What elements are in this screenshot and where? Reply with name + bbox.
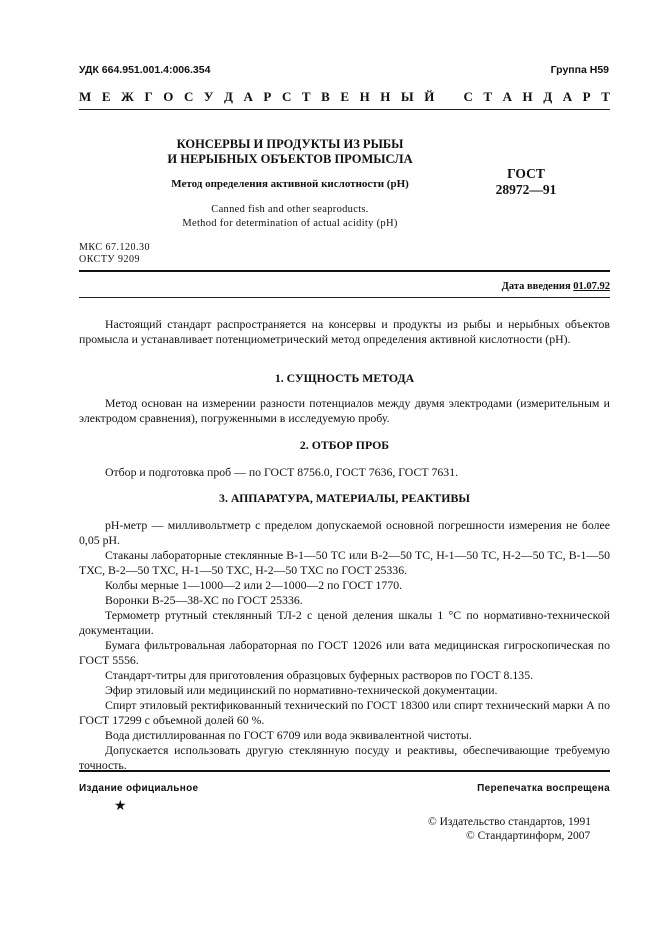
banner-letter: А — [562, 89, 573, 104]
date-rule — [79, 297, 610, 298]
effective-date — [502, 281, 610, 292]
title-line-2: И НЕРЫБНЫХ ОБЪЕКТОВ ПРОМЫСЛА — [167, 152, 413, 166]
banner-letter: Й — [424, 89, 435, 104]
footer-rule — [79, 770, 610, 772]
section-2-heading: 2. ОТБОР ПРОБ — [299, 438, 390, 452]
effective-date-value: 01.07.92 — [573, 281, 610, 292]
banner-letter: Т — [601, 89, 610, 104]
banner-letter: А — [243, 89, 253, 104]
effective-date-label: Дата введения — [501, 281, 571, 292]
list-item: Эфир этиловый или медицинский по нормативно-технической документации. — [105, 683, 498, 697]
section-2-body: Отбор и подготовка проб — по ГОСТ 8756.0, ГОСТ 7636, ГОСТ 7631. — [105, 465, 459, 479]
list-item: Термометр ртутный стеклянный ТЛ-2 с ценой деления шкалы 1 °С по нормативно-технической документации. — [79, 608, 610, 637]
banner-letter: Н — [380, 89, 391, 104]
banner-letter: Н — [522, 89, 533, 104]
mks-code: МКС 67.120.30 — [79, 242, 150, 253]
list-item: Стандарт-титры для приготовления образцовых буферных растворов по ГОСТ 8.135. — [105, 668, 534, 682]
title-line-1: КОНСЕРВЫ И ПРОДУКТЫ ИЗ РЫБЫ — [176, 137, 404, 151]
banner-letter: С — [281, 89, 292, 104]
banner-letter: Н — [359, 89, 370, 104]
banner-letter: Р — [263, 89, 272, 104]
banner-letter: С — [463, 89, 473, 104]
list-item: рН-метр — милливольтметр с пределом допускаемой основной погрешности измерения не более 0,05 рН. — [79, 518, 610, 547]
list-item: Воронки В-25—38-ХС по ГОСТ 25336. — [105, 593, 303, 607]
intro-paragraph: Настоящий стандарт распространяется на консервы и продукты из рыбы и нерыбных объектов промысла и устанавливает потенциометрический метод определения активной кислотности (рН). — [79, 317, 610, 346]
banner-letter: Г — [144, 89, 153, 104]
list-item: Колбы мерные 1—1000—2 или 2—1000—2 по ГОСТ 1770. — [105, 578, 403, 592]
list-item: Допускается использовать другую стеклянную посуду и реактивы, обеспечивающие требуемую точность. — [79, 743, 610, 772]
gost-label: ГОСТ — [507, 166, 545, 181]
banner-letter: Д — [543, 89, 553, 104]
banner-letter: С — [183, 89, 194, 104]
gost-number: 28972—91 — [495, 182, 557, 197]
list-item: Стаканы лабораторные стеклянные В-1—50 ТС или В-2—50 ТС, Н-1—50 ТС, Н-2—50 ТС, В-1—50 ТХС, В-2—50 ТХС, Н-1—50 ТХС, Н-2—50 ТХС по ГОСТ 25336. — [79, 548, 610, 577]
reprint-prohibited-label: Перепечатка воспрещена — [477, 783, 610, 794]
banner-letter: А — [502, 89, 512, 104]
official-edition-label: Издание официальное — [79, 783, 199, 794]
star-icon: ★ — [114, 799, 127, 814]
list-item: Вода дистиллированная по ГОСТ 6709 или вода эквивалентной чистоты. — [105, 728, 472, 742]
section-1-body: Метод основан на измерении разности потенциалов между двумя электродами (измерительным и электродом сравнения), погруженными в исследуемую пробу. — [79, 396, 610, 425]
banner-letter: О — [163, 89, 174, 104]
list-item: Спирт этиловый ректификованный технический по ГОСТ 18300 или спирт технический марки А по ГОСТ 17299 с объемной долей 60 %. — [79, 698, 610, 727]
banner-letter — [445, 89, 453, 105]
section-3-body — [79, 518, 610, 773]
okstu-code: ОКСТУ 9209 — [79, 254, 141, 265]
banner-letter: Ы — [400, 89, 414, 104]
banner-letter: В — [321, 89, 330, 104]
banner-letter: Р — [582, 89, 591, 104]
group-code: Группа Н59 — [550, 64, 609, 76]
banner-letter: Т — [301, 89, 311, 104]
method-title: Метод определения активной кислотности (рН) — [171, 178, 409, 190]
standard-type-banner — [79, 89, 610, 105]
banner-letter: Ж — [121, 89, 134, 104]
banner-letter: Т — [483, 89, 493, 104]
copyright-line-1: © Издательство стандартов, 1991 — [428, 816, 592, 828]
section-3-heading: 3. АППАРАТУРА, МАТЕРИАЛЫ, РЕАКТИВЫ — [219, 491, 470, 505]
english-title-line-1: Canned fish and other seaproducts. — [211, 204, 369, 215]
copyright-line-2: © Стандартинформ, 2007 — [466, 830, 591, 842]
title-block-rule — [79, 270, 610, 272]
banner-letter: Е — [340, 89, 350, 104]
english-title-line-2: Method for determination of actual acidity (pH) — [182, 218, 398, 229]
banner-letter: М — [79, 89, 92, 104]
banner-letter: Д — [223, 89, 233, 104]
banner-letter: Е — [101, 89, 111, 104]
list-item: Бумага фильтровальная лабораторная по ГОСТ 12026 или вата медицинская гигроскопическая по ГОСТ 5556. — [79, 638, 610, 667]
udk-code: УДК 664.951.001.4:006.354 — [79, 64, 211, 76]
section-1-heading: 1. СУЩНОСТЬ МЕТОДА — [274, 371, 415, 385]
banner-letter: У — [203, 89, 214, 104]
header-rule — [79, 109, 610, 110]
